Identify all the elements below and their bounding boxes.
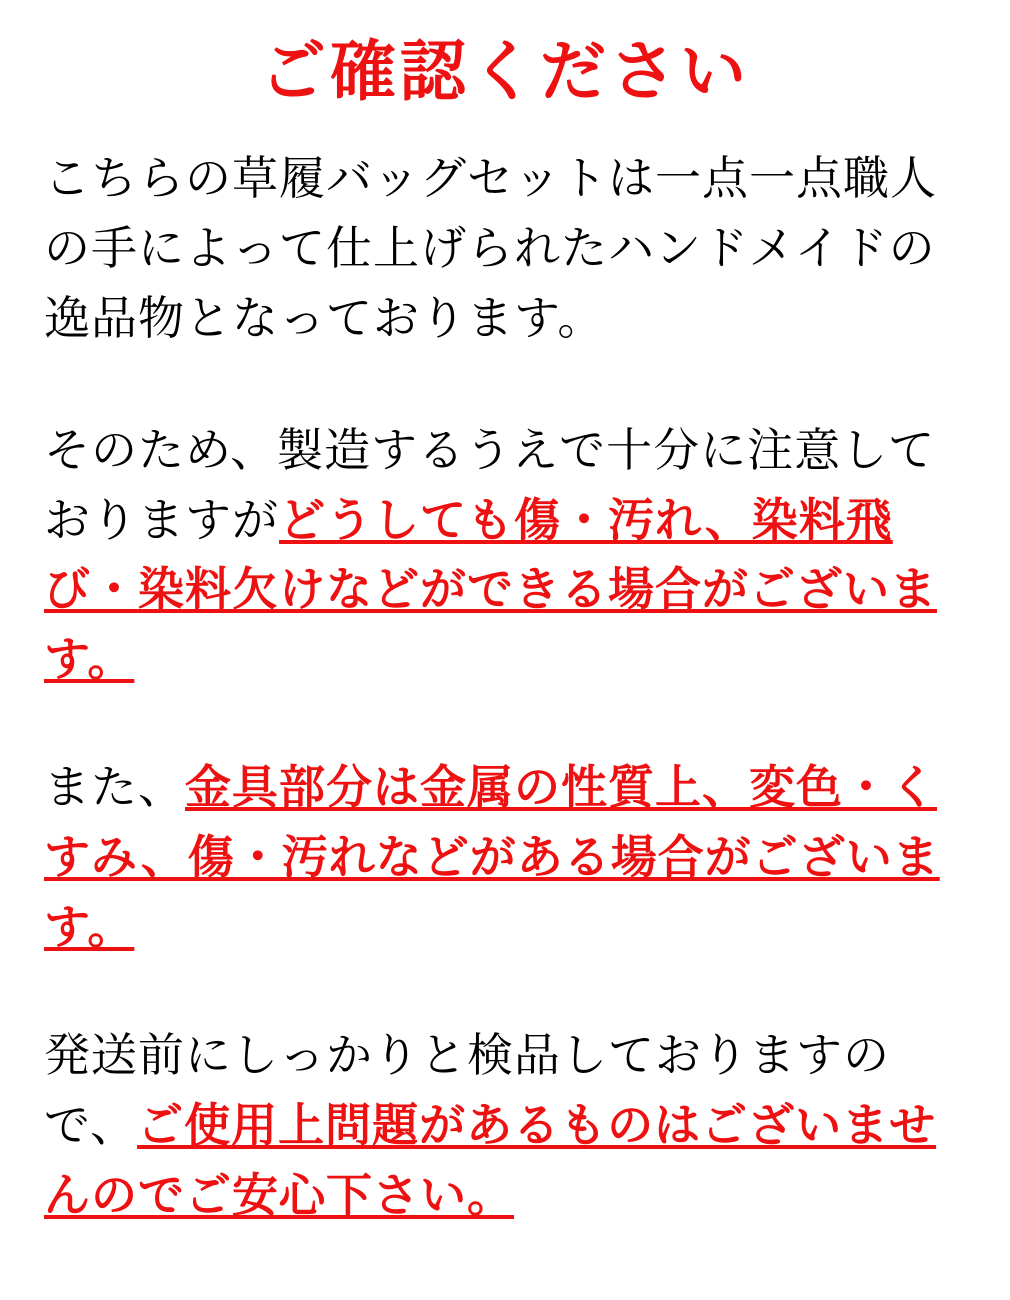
paragraph-defects-notice bbox=[44, 416, 966, 696]
paragraph-plain-text: こちらの草履バッグセットは一点一点職人の手によって仕上げられたハンドメイドの逸品物となっております。 bbox=[44, 150, 937, 345]
paragraph-metal-parts-notice bbox=[44, 753, 966, 963]
paragraph-plain-text: また、 bbox=[44, 760, 185, 815]
page-title: ご確認ください bbox=[260, 33, 750, 110]
paragraph-handmade-intro bbox=[44, 144, 966, 354]
paragraph-highlight-text: ご使用上問題があるものはございませんのでご安心下さい。 bbox=[44, 1097, 937, 1222]
paragraph-inspection-notice bbox=[44, 1021, 966, 1231]
paragraph-highlight-text: どうしても傷・汚れ、染料飛び・染料欠けなどができる場合がございます。 bbox=[44, 492, 937, 687]
paragraph-plain-text: 発送前にしっかりと検品しておりますので、 bbox=[44, 1027, 890, 1152]
paragraph-plain-text: そのため、製造するうえで十分に注意しておりますが bbox=[44, 422, 936, 547]
paragraph-highlight-text: 金具部分は金属の性質上、変色・くすみ、傷・汚れなどがある場合がございます。 bbox=[44, 760, 940, 955]
